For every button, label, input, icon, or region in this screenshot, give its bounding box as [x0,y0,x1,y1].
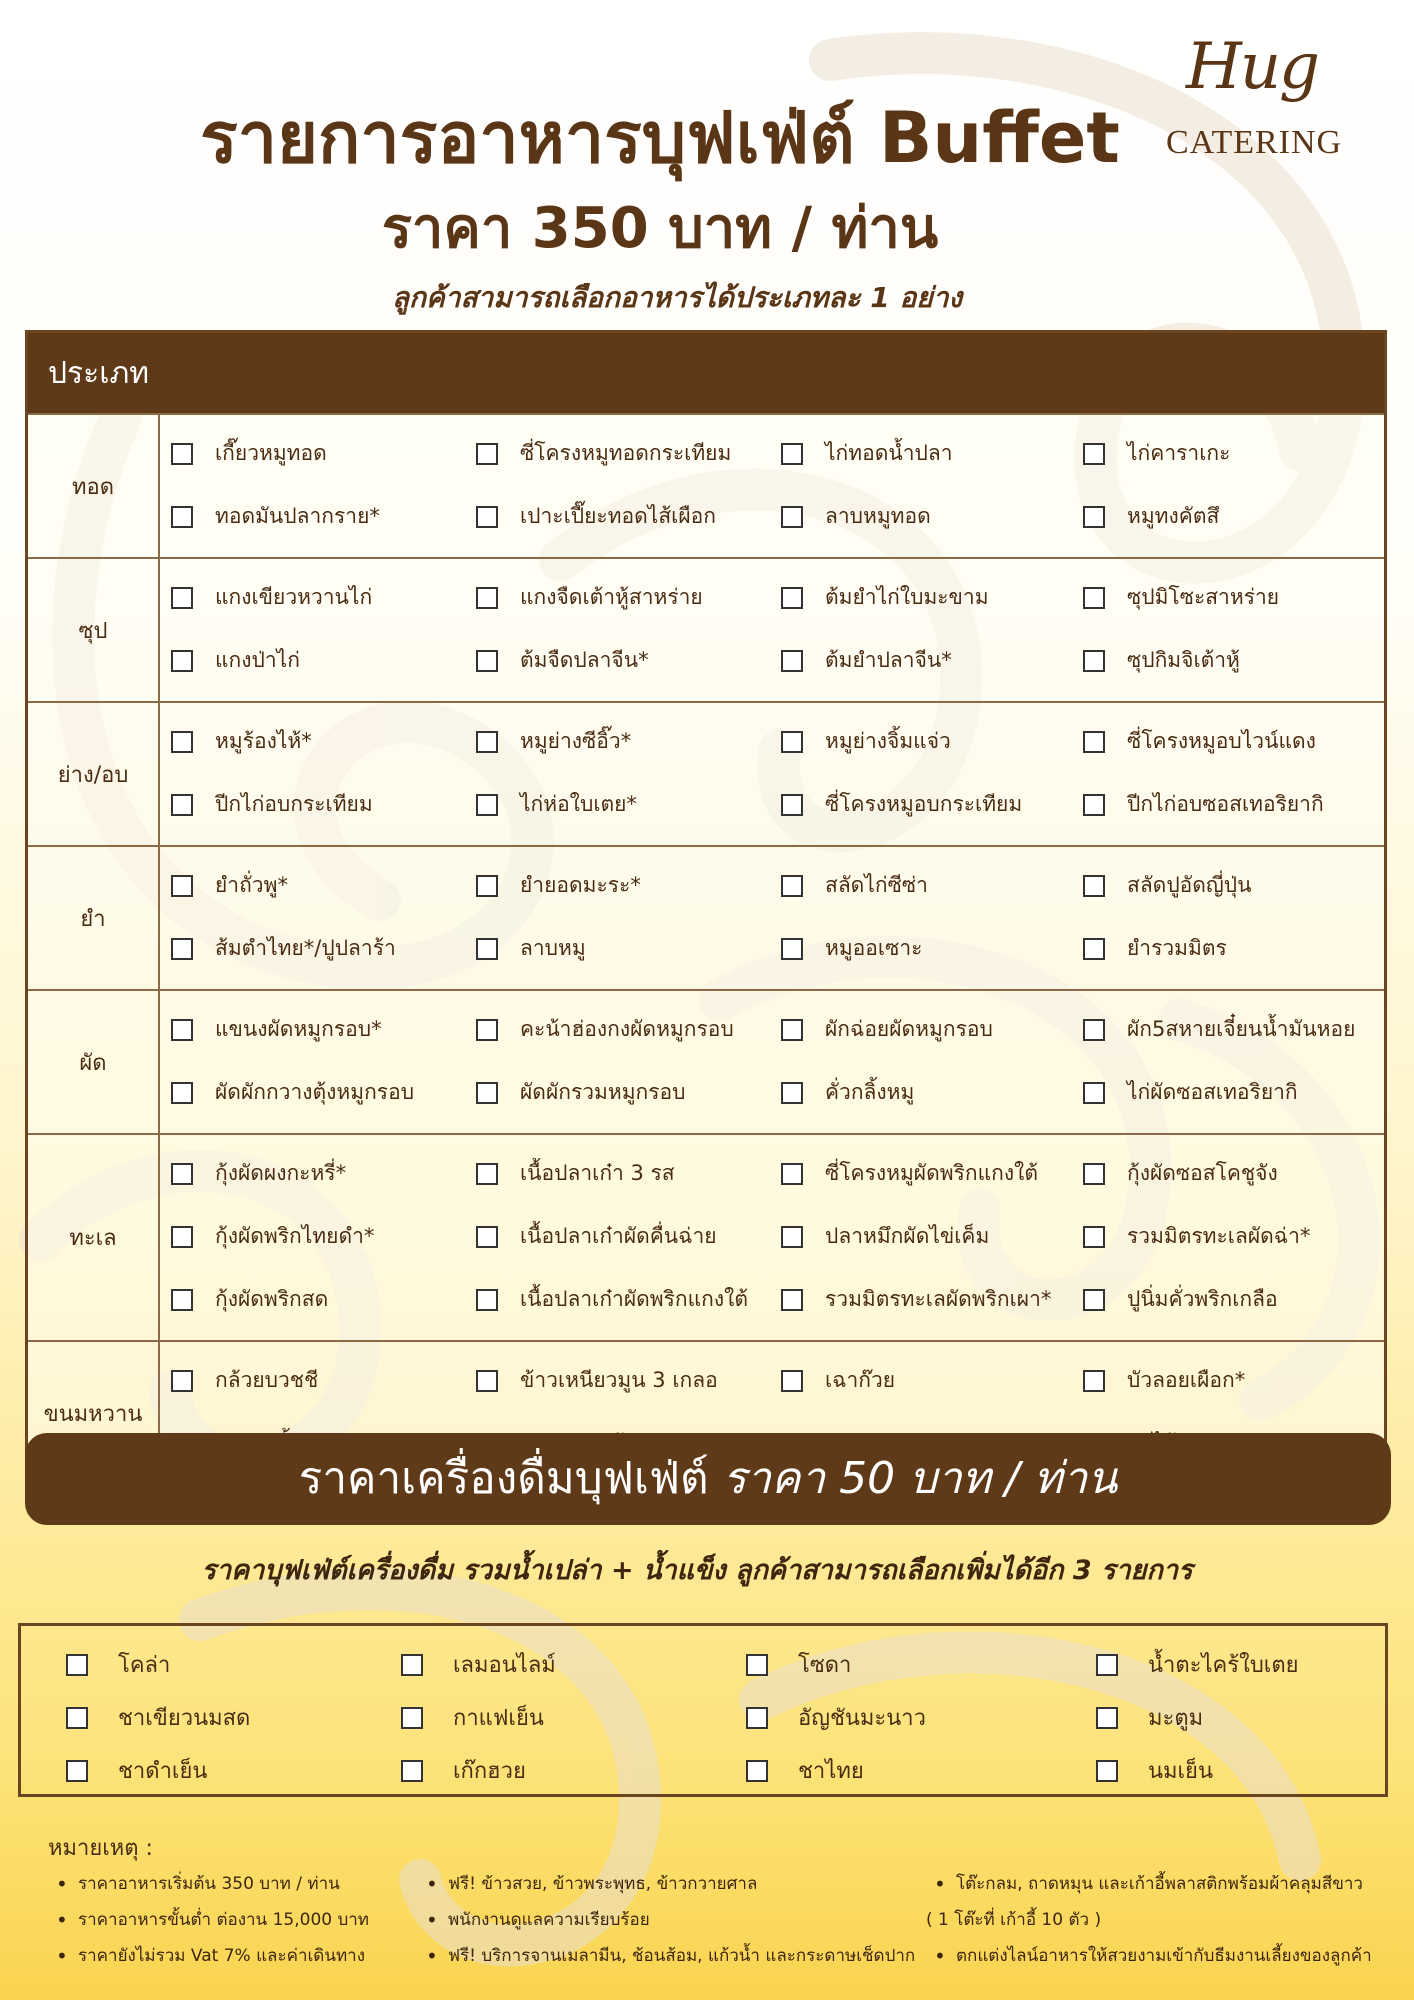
notes-column-3 [926,1866,1372,1974]
category-name: ทะเล [27,1134,160,1341]
drink-option-label: นมเย็น [1148,1759,1213,1784]
checkbox[interactable] [781,938,803,960]
menu-item-label: ผัก5สหายเจี๋ยนน้ำมันหอย [1127,1017,1356,1041]
menu-category-row [27,702,1386,846]
menu-item-label: ซี่โครงหมูทอดกระเทียม [520,441,732,465]
menu-item[interactable] [171,1349,476,1412]
menu-title: รายการอาหารบุฟเฟ่ต์ Buffet [200,97,1120,179]
checkbox[interactable] [171,443,193,465]
menu-item[interactable] [476,917,781,980]
menu-item-label: ปีกไก่อบซอสเทอริยากิ [1127,792,1324,816]
checkbox[interactable] [746,1707,768,1729]
menu-item[interactable] [476,629,781,692]
menu-item[interactable] [781,773,1083,836]
menu-item[interactable] [1083,566,1383,629]
menu-item-label: ส้มตำไทย*/ปูปลาร้า [215,936,396,960]
menu-item[interactable] [1083,1205,1383,1268]
checkbox[interactable] [476,1289,498,1311]
checkbox[interactable] [171,1163,193,1185]
menu-item-label: คะน้าฮ่องกงผัดหมูกรอบ [520,1017,734,1041]
checkbox[interactable] [476,650,498,672]
menu-item[interactable] [1083,1268,1383,1331]
hug-catering-logo [1150,30,1370,170]
checkbox[interactable] [781,1226,803,1248]
checkbox[interactable] [66,1760,88,1782]
menu-item[interactable] [171,854,476,917]
menu-item-label: ต้มจืดปลาจีน* [520,648,649,672]
checkbox[interactable] [171,1082,193,1104]
menu-item-label: แขนงผัดหมูกรอบ* [215,1017,382,1041]
menu-item[interactable] [171,773,476,836]
menu-item[interactable] [781,485,1083,548]
category-items [159,990,1386,1134]
category-name: ผัด [27,990,160,1134]
menu-item-label: หมูย่างซีอิ๊ว* [520,729,632,753]
checkbox[interactable] [476,1019,498,1041]
category-name: ทอด [27,414,160,558]
drink-option-label: เลมอนไลม์ [453,1653,556,1678]
menu-item-label: เนื้อปลาเก๋า 3 รส [520,1161,675,1185]
menu-item-label: เปาะเปี๊ยะทอดไส้เผือก [520,504,716,528]
menu-item-label: ไก่คาราเกะ [1127,441,1231,465]
menu-item-label: แกงป่าไก่ [215,648,300,672]
checkbox[interactable] [476,1226,498,1248]
menu-item[interactable] [1083,998,1383,1061]
checkbox[interactable] [171,938,193,960]
menu-item[interactable] [476,998,781,1061]
menu-item-label: เฉาก๊วย [825,1368,896,1392]
checkbox[interactable] [171,731,193,753]
drink-option[interactable] [401,1744,556,1797]
checkbox[interactable] [781,1370,803,1392]
menu-item[interactable] [476,566,781,629]
drink-option[interactable] [1096,1638,1299,1691]
menu-item[interactable] [171,1268,476,1331]
drink-option[interactable] [746,1638,926,1691]
menu-item[interactable] [1083,1349,1383,1412]
drink-note: ราคาบุฟเฟ่ต์เครื่องดื่ม รวมน้ำเปล่า + น้ำแข็ง ลูกค้าสามารถเลือกเพิ่มได้อีก 3 รายการ [201,1555,1193,1586]
checkbox[interactable] [66,1707,88,1729]
menu-item-label: ผัดผักรวมหมูกรอบ [520,1080,686,1104]
note-item: • โต๊ะกลม, ถาดหมุน และเก้าอี้พลาสติกพร้อมผ้าคลุมสีขาว [926,1866,1372,1902]
checkbox[interactable] [476,1370,498,1392]
drink-option[interactable] [66,1691,250,1744]
drink-column [401,1638,556,1797]
menu-item[interactable] [781,422,1083,485]
checkbox[interactable] [1083,1289,1105,1311]
menu-item-label: ซุปกิมจิเต้าหู้ [1127,648,1240,672]
checkbox[interactable] [401,1707,423,1729]
menu-item-label: รวมมิตรทะเลผัดฉ่า* [1127,1224,1311,1248]
checkbox[interactable] [1083,875,1105,897]
menu-item-label: ต้มยำปลาจีน* [825,648,952,672]
drink-option[interactable] [1096,1744,1299,1797]
checkbox[interactable] [476,875,498,897]
menu-item[interactable] [781,917,1083,980]
menu-table-header: ประเภท [27,332,1386,415]
checkbox[interactable] [1083,1082,1105,1104]
menu-item-label: ปูนิ่มคั่วพริกเกลือ [1127,1287,1278,1311]
note-item: • ราคาอาหารเริ่มต้น 350 บาท / ท่าน [48,1866,369,1902]
menu-item[interactable] [781,998,1083,1061]
checkbox[interactable] [781,794,803,816]
note-item: • ราคายังไม่รวม Vat 7% และค่าเดินทาง [48,1938,369,1974]
category-items [159,702,1386,846]
drink-banner-text: ราคาเครื่องดื่มบุฟเฟ่ต์ [298,1453,709,1504]
menu-item-label: ทอดมันปลากราย* [215,504,380,528]
menu-item[interactable] [1083,854,1383,917]
notes-column-2 [418,1866,915,1974]
category-items [159,1134,1386,1341]
note-item: ( 1 โต๊ะที่ เก้าอี้ 10 ตัว ) [926,1910,1102,1930]
category-items [159,414,1386,558]
checkbox[interactable] [1083,731,1105,753]
menu-item-label: กุ้งผัดพริกสด [215,1287,329,1311]
menu-item[interactable] [171,629,476,692]
checkbox[interactable] [476,1163,498,1185]
drink-option-label: โซดา [798,1653,852,1678]
menu-item-label: ซี่โครงหมูผัดพริกแกงใต้ [825,1161,1038,1185]
note-item: • ฟรี! ข้าวสวย, ข้าวพระพุทธ, ข้าวกวายศาล [418,1866,915,1902]
menu-item[interactable] [171,998,476,1061]
menu-item-label: เกี๊ยวหมูทอด [215,441,327,465]
drink-column [66,1638,250,1797]
checkbox[interactable] [476,587,498,609]
notes-title: หมายเหตุ : [48,1836,153,1861]
menu-item-label: กุ้งผัดซอสโคชูจัง [1127,1161,1278,1185]
menu-item-label: แกงเขียวหวานไก่ [215,585,373,609]
menu-item[interactable] [476,1349,781,1412]
menu-item-label: เนื้อปลาเก๋าผัดพริกแกงใต้ [520,1287,748,1311]
checkbox[interactable] [476,794,498,816]
menu-item[interactable] [781,710,1083,773]
menu-item[interactable] [781,629,1083,692]
checkbox[interactable] [781,731,803,753]
menu-item[interactable] [476,422,781,485]
menu-item[interactable] [1083,710,1383,773]
food-menu-table [25,330,1387,1487]
menu-item-label: ยำยอดมะระ* [520,873,641,897]
menu-item-label: หมูออเซาะ [825,936,923,960]
checkbox[interactable] [66,1654,88,1676]
drink-option[interactable] [66,1638,250,1691]
menu-item-label: ซี่โครงหมูอบไวน์แดง [1127,729,1316,753]
menu-item[interactable] [1083,629,1383,692]
checkbox[interactable] [1083,1163,1105,1185]
checkbox[interactable] [171,1019,193,1041]
menu-item[interactable] [476,1268,781,1331]
category-name: ย่าง/อบ [27,702,160,846]
menu-item[interactable] [781,1268,1083,1331]
checkbox[interactable] [781,875,803,897]
drink-option[interactable] [1096,1691,1299,1744]
menu-item-label: กุ้งผัดพริกไทยดำ* [215,1224,375,1248]
checkbox[interactable] [781,1019,803,1041]
note-item: • ตกแต่งไลน์อาหารให้สวยงามเข้ากับธีมงานเลี้ยงของลูกค้า [926,1938,1372,1974]
menu-category-row [27,990,1386,1134]
menu-item[interactable] [1083,485,1383,548]
checkbox[interactable] [1083,506,1105,528]
menu-item[interactable] [171,422,476,485]
menu-item-label: ไก่ผัดซอสเทอริยากิ [1127,1080,1298,1104]
checkbox[interactable] [171,1289,193,1311]
note-item: • ฟรี! บริการจานเมลามีน, ช้อนส้อม, แก้วน้ำ และกระดาษเช็ดปาก [418,1938,915,1974]
checkbox[interactable] [171,506,193,528]
menu-item-label: สลัดปูอัดญี่ปุ่น [1127,873,1252,897]
menu-subtitle: ลูกค้าสามารถเลือกอาหารได้ประเภทละ 1 อย่าง [391,281,963,314]
menu-item-label: ผักฉ่อยผัดหมูกรอบ [825,1017,993,1041]
checkbox[interactable] [171,1370,193,1392]
note-item: • ราคาอาหารขั้นต่ำ ต่องาน 15,000 บาท [48,1902,369,1938]
drink-option-label: เก๊กฮวย [453,1759,526,1784]
checkbox[interactable] [476,1082,498,1104]
menu-item-label: ยำถั่วพู* [215,873,288,897]
drink-option[interactable] [746,1691,926,1744]
menu-item[interactable] [171,1142,476,1205]
menu-item-label: ซี่โครงหมูอบกระเทียม [825,792,1023,816]
drink-option[interactable] [401,1691,556,1744]
drink-option-label: มะตูม [1148,1706,1204,1731]
menu-item[interactable] [476,773,781,836]
menu-item[interactable] [781,566,1083,629]
menu-item-label: ลาบหมู [520,936,586,960]
checkbox[interactable] [1083,650,1105,672]
checkbox[interactable] [781,1289,803,1311]
drink-banner-price: ราคา 50 บาท / ท่าน [722,1453,1118,1504]
checkbox[interactable] [171,794,193,816]
drink-option-label: ชาไทย [798,1759,864,1784]
checkbox[interactable] [1083,1019,1105,1041]
drink-column [746,1638,926,1797]
menu-item-label: บัวลอยเผือก* [1127,1368,1246,1392]
checkbox[interactable] [476,443,498,465]
menu-item-label: ปีกไก่อบกระเทียม [215,792,373,816]
checkbox[interactable] [171,587,193,609]
note-item: • พนักงานดูแลความเรียบร้อย [418,1902,915,1938]
menu-item-label: ลาบหมูทอด [825,504,931,528]
drink-option-label: ชาดำเย็น [118,1759,208,1784]
checkbox[interactable] [781,1082,803,1104]
menu-item[interactable] [171,710,476,773]
drink-option-label: น้ำตะไคร้ใบเตย [1148,1653,1299,1678]
menu-item[interactable] [476,710,781,773]
category-name: ยำ [27,846,160,990]
notes-column-1 [48,1866,369,1974]
menu-category-row [27,558,1386,702]
menu-item-label: ข้าวเหนียวมูน 3 เกลอ [520,1368,718,1392]
menu-item[interactable] [476,485,781,548]
menu-item-label: เนื้อปลาเก๋าผัดคื่นฉ่าย [520,1224,717,1248]
menu-item-label: หมูร้องไห้* [215,729,312,753]
menu-category-row [27,1134,1386,1341]
menu-item-label: รวมมิตรทะเลผัดพริกเผา* [825,1287,1052,1311]
menu-item-label: ไก่ห่อใบเตย* [520,792,637,816]
checkbox[interactable] [1083,1370,1105,1392]
menu-item[interactable] [1083,917,1383,980]
menu-item[interactable] [1083,422,1383,485]
category-items [159,558,1386,702]
checkbox[interactable] [476,506,498,528]
checkbox[interactable] [401,1654,423,1676]
menu-item[interactable] [476,1205,781,1268]
checkbox[interactable] [781,443,803,465]
category-items [159,846,1386,990]
menu-item-label: กล้วยบวชชี [215,1368,319,1392]
drink-column [1096,1638,1299,1797]
checkbox[interactable] [171,650,193,672]
menu-item[interactable] [781,1349,1083,1412]
checkbox[interactable] [401,1760,423,1782]
drink-option[interactable] [746,1744,926,1797]
checkbox[interactable] [1096,1654,1118,1676]
menu-item-label: ผัดผักกวางตุ้งหมูกรอบ [215,1080,415,1104]
checkbox[interactable] [476,938,498,960]
menu-item[interactable] [1083,1061,1383,1124]
checkbox[interactable] [1083,587,1105,609]
logo-text-hug: Hug [1186,30,1318,104]
drink-buffet-banner [25,1433,1391,1525]
checkbox[interactable] [781,587,803,609]
menu-item[interactable] [476,854,781,917]
menu-item[interactable] [171,1061,476,1124]
menu-item-label: กุ้งผัดผงกะหรี่* [215,1161,347,1185]
category-name: ซุป [27,558,160,702]
logo-text-catering: CATERING [1166,124,1343,161]
drink-option-label: อัญชันมะนาว [798,1706,926,1731]
menu-item[interactable] [171,917,476,980]
checkbox[interactable] [1096,1760,1118,1782]
menu-item-label: ต้มยำไก่ใบมะขาม [825,585,989,609]
checkbox[interactable] [781,650,803,672]
checkbox[interactable] [746,1760,768,1782]
menu-item-label: แกงจืดเต้าหู้สาหร่าย [520,585,703,609]
menu-category-row [27,414,1386,558]
checkbox[interactable] [1083,794,1105,816]
menu-item-label: สลัดไก่ซีซ่า [825,873,928,897]
menu-category-row [27,846,1386,990]
menu-item[interactable] [781,1142,1083,1205]
checkbox[interactable] [781,1163,803,1185]
drink-option-label: โคล่า [118,1653,171,1678]
menu-item-label: ยำรวมมิตร [1127,936,1227,960]
menu-item[interactable] [1083,773,1383,836]
checkbox[interactable] [171,875,193,897]
menu-item[interactable] [171,1205,476,1268]
menu-item[interactable] [171,485,476,548]
drink-option-label: กาแฟเย็น [453,1706,544,1731]
menu-item[interactable] [476,1142,781,1205]
category-name: ขนมหวาน [27,1341,160,1486]
checkbox[interactable] [171,1226,193,1248]
menu-item[interactable] [781,1205,1083,1268]
menu-item-label: หมูย่างจิ้มแจ่ว [825,729,951,753]
menu-item[interactable] [781,854,1083,917]
checkbox[interactable] [746,1654,768,1676]
menu-price: ราคา 350 บาท / ท่าน [381,196,939,261]
drink-option[interactable] [401,1638,556,1691]
drink-option[interactable] [66,1744,250,1797]
menu-item-label: ซุปมิโซะสาหร่าย [1127,585,1280,609]
checkbox[interactable] [1083,938,1105,960]
menu-item[interactable] [171,566,476,629]
drink-option-label: ชาเขียวนมสด [118,1706,251,1731]
checkbox[interactable] [1083,443,1105,465]
menu-item-label: ไก่ทอดน้ำปลา [825,441,953,465]
drink-options-box [18,1623,1388,1797]
checkbox[interactable] [1083,1226,1105,1248]
checkbox[interactable] [781,506,803,528]
menu-item[interactable] [1083,1142,1383,1205]
menu-item[interactable] [781,1061,1083,1124]
menu-item-label: คั่วกลิ้งหมู [825,1080,915,1104]
checkbox[interactable] [476,731,498,753]
menu-item-label: หมูทงคัตสึ [1127,504,1220,528]
checkbox[interactable] [1096,1707,1118,1729]
menu-item[interactable] [476,1061,781,1124]
menu-item-label: ปลาหมึกผัดไข่เค็ม [825,1224,990,1248]
